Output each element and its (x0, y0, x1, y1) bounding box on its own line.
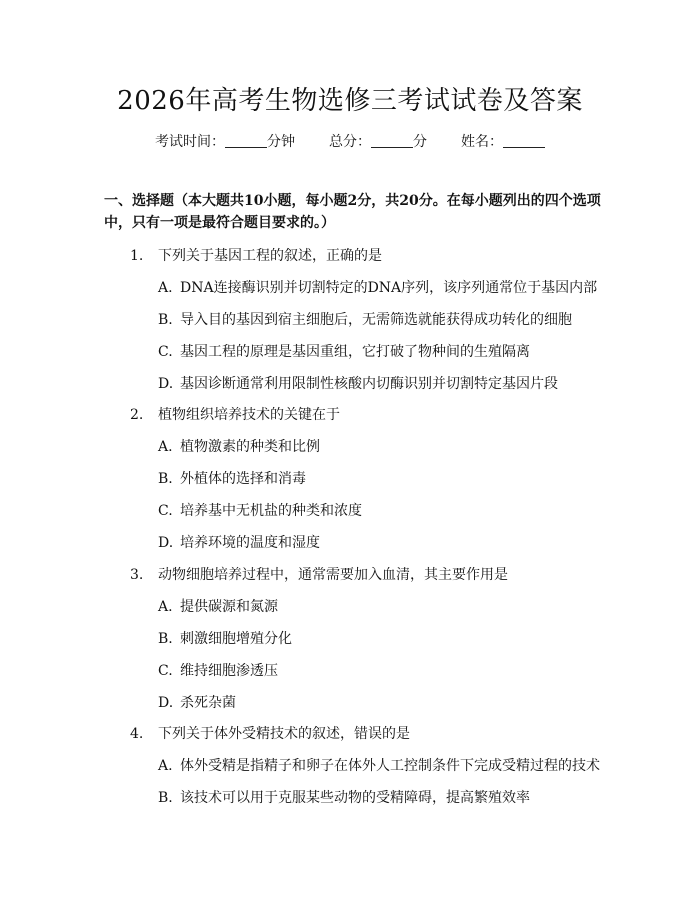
score-unit: 分 (413, 134, 427, 150)
option-text: 培养环境的温度和湿度 (180, 535, 320, 551)
time-blank (225, 133, 267, 148)
question-number: 4. (130, 726, 144, 742)
option-text: 基因诊断通常利用限制性核酸内切酶识别并切割特定基因片段 (180, 376, 558, 392)
option-1b (158, 309, 572, 329)
option-letter: B. (158, 631, 173, 647)
option-letter: A. (158, 599, 173, 615)
question-4 (130, 723, 410, 743)
page-title: 2026年高考生物选修三考试试卷及答案 (117, 86, 583, 116)
option-text: 外植体的选择和消毒 (180, 471, 306, 487)
option-3c (158, 660, 278, 680)
question-2 (130, 404, 340, 424)
option-text: DNA连接酶识别并切割特定的DNA序列，该序列通常位于基因内部 (180, 280, 598, 296)
option-2b (158, 468, 306, 488)
option-letter: D. (158, 535, 174, 551)
option-letter: B. (158, 790, 173, 806)
option-text: 刺激细胞增殖分化 (180, 631, 292, 647)
option-letter: D. (158, 376, 174, 392)
option-2c (158, 500, 362, 520)
option-text: 杀死杂菌 (180, 695, 236, 711)
option-letter: C. (158, 344, 173, 360)
option-1c (158, 341, 530, 361)
option-text: 基因工程的原理是基因重组，它打破了物种间的生殖隔离 (180, 344, 530, 360)
option-3a (158, 596, 278, 616)
option-3b (158, 628, 292, 648)
question-stem: 下列关于体外受精技术的叙述，错误的是 (158, 726, 410, 742)
question-3 (130, 564, 508, 584)
option-letter: B. (158, 471, 173, 487)
question-number: 1. (130, 248, 144, 264)
option-4a (158, 755, 600, 775)
name-label: 姓名： (461, 134, 503, 150)
time-label: 考试时间： (155, 134, 225, 150)
option-text: 体外受精是指精子和卵子在体外人工控制条件下完成受精过程的技术 (180, 758, 600, 774)
name-blank (503, 133, 545, 148)
option-2d (158, 532, 320, 552)
question-stem: 植物组织培养技术的关键在于 (158, 407, 340, 423)
option-letter: A. (158, 758, 173, 774)
question-stem: 动物细胞培养过程中，通常需要加入血清，其主要作用是 (158, 567, 508, 583)
option-text: 植物激素的种类和比例 (180, 439, 320, 455)
option-4b (158, 787, 530, 807)
option-text: 培养基中无机盐的种类和浓度 (180, 503, 362, 519)
option-3d (158, 692, 236, 712)
option-letter: C. (158, 663, 173, 679)
option-letter: C. (158, 503, 173, 519)
question-number: 2. (130, 407, 144, 423)
question-1 (130, 245, 382, 265)
time-unit: 分钟 (267, 134, 295, 150)
option-text: 导入目的基因到宿主细胞后，无需筛选就能获得成功转化的细胞 (180, 312, 572, 328)
score-label: 总分： (329, 134, 371, 150)
option-2a (158, 436, 320, 456)
option-1d (158, 373, 558, 393)
question-stem: 下列关于基因工程的叙述，正确的是 (158, 248, 382, 264)
question-number: 3. (130, 567, 144, 583)
section-heading: 一、选择题（本大题共10小题，每小题2分，共20分。在每小题列出的四个选项中，只有一项是最符合题目要求的。） (104, 193, 601, 231)
exam-meta-line (0, 131, 700, 151)
option-letter: A. (158, 280, 173, 296)
option-text: 提供碳源和氮源 (180, 599, 278, 615)
option-text: 维持细胞渗透压 (180, 663, 278, 679)
score-blank (371, 133, 413, 148)
option-1a (158, 277, 597, 297)
option-letter: A. (158, 439, 173, 455)
option-letter: D. (158, 695, 174, 711)
option-letter: B. (158, 312, 173, 328)
option-text: 该技术可以用于克服某些动物的受精障碍，提高繁殖效率 (180, 790, 530, 806)
